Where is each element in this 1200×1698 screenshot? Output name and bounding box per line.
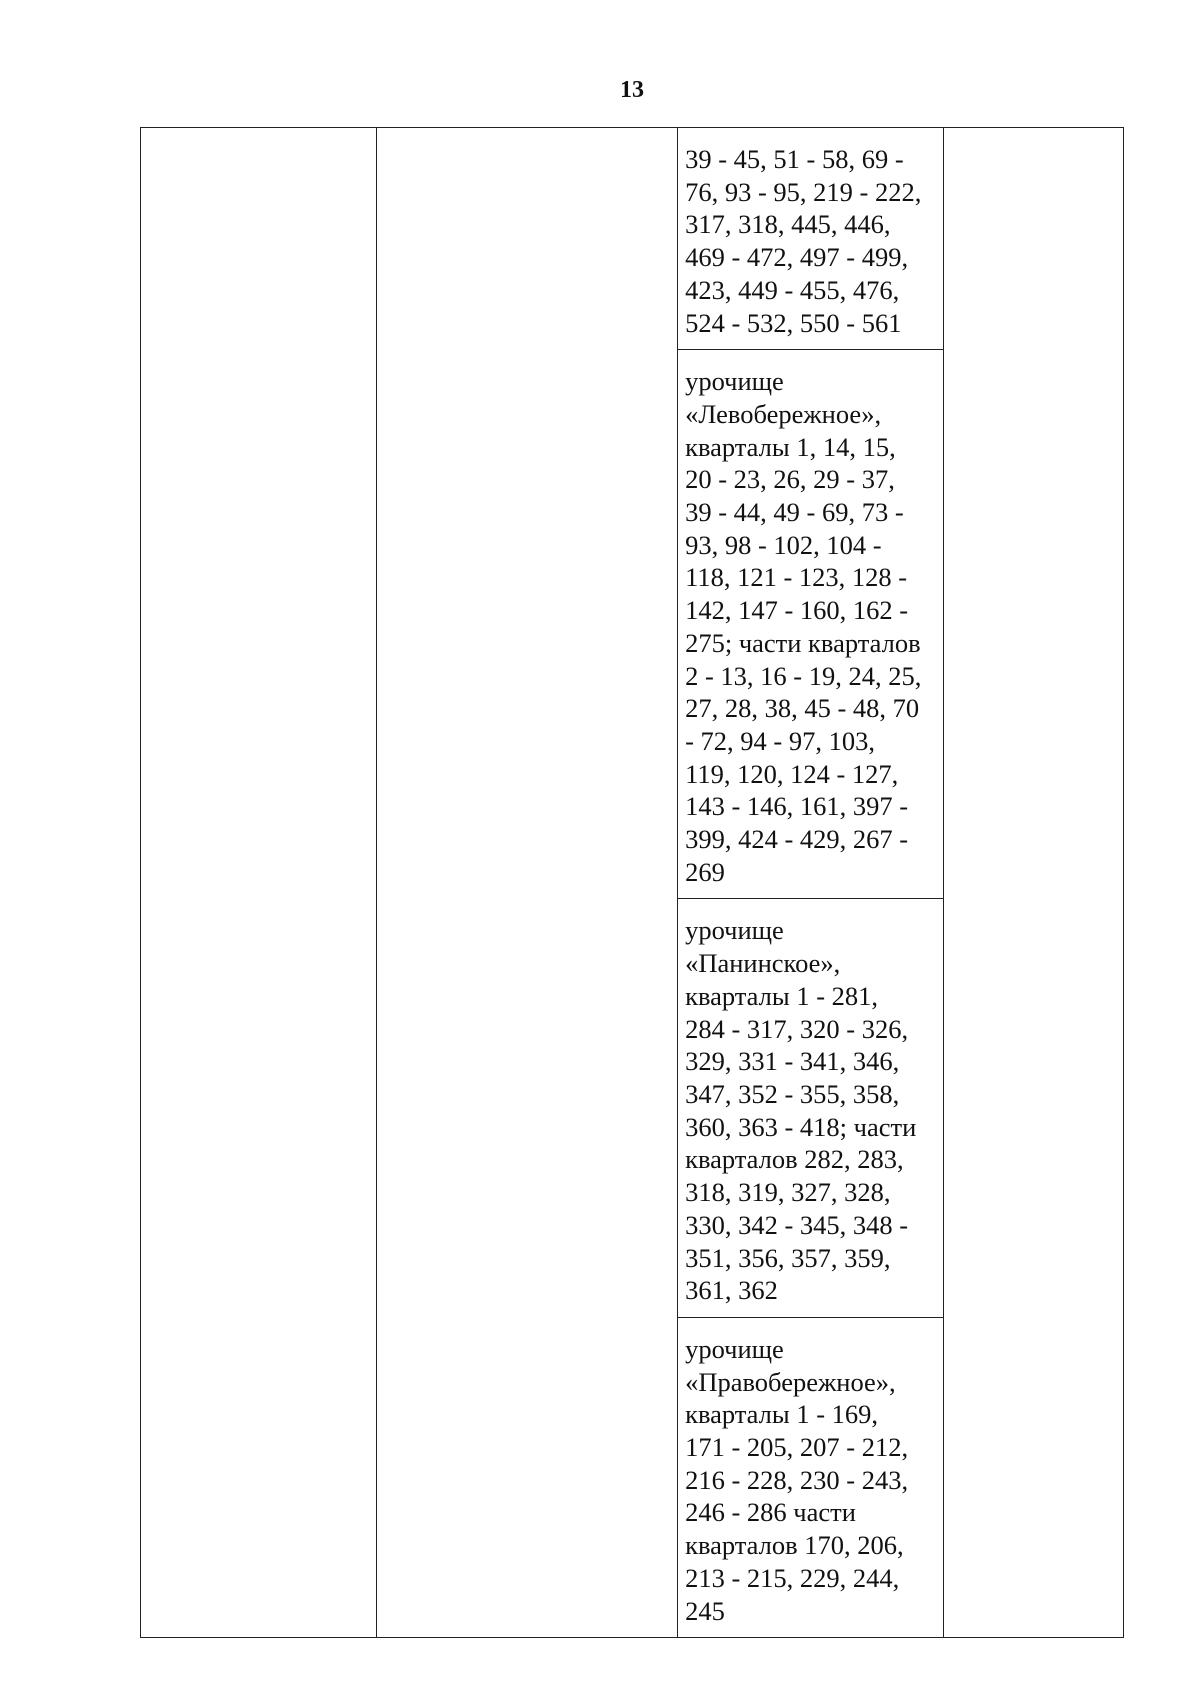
table-cell-col3 [678, 899, 944, 1317]
table-cell-col4 [943, 128, 1123, 1638]
cell-text-paninskoe: урочище «Панинское», кварталы 1 - 281, 284 - 317, 320 - 326, 329, 331 - 341, 346, 347, 352 - 355, 358, 360, 363 - 418; части кварталов 282, 283, 318, 319, 327, 328, 330, 342 - 345, 348 - 351, 356, 357, 359, 361, 362 [685, 915, 917, 1306]
table-cell-col3 [678, 1317, 944, 1637]
table-cell-col3 [678, 350, 944, 899]
table-row [141, 128, 1124, 350]
table-cell-col3 [678, 128, 944, 350]
cell-text-levoberezhnoe: урочище «Левобережное», кварталы 1, 14, 15, 20 - 23, 26, 29 - 37, 39 - 44, 49 - 69, 73 - 93, 98 - 102, 104 - 118, 121 - 123, 128 - 142, 147 - 160, 162 - 275; части кварталов 2 - 13, 16 - 19, 24, 25, 27, 28, 38, 45 - 48, 70 - 72, 94 - 97, 103, 119, 120, 124 - 127, 143 - 146, 161, 397 - 399, 424 - 429, 267 - 269 [685, 366, 922, 887]
page-number: 13 [620, 77, 644, 103]
cell-text-quarters: 39 - 45, 51 - 58, 69 - 76, 93 - 95, 219 - 222, 317, 318, 445, 446, 469 - 472, 497 - 499, 423, 449 - 455, 476, 524 - 532, 550 - 561 [685, 144, 922, 338]
table-cell-col2 [377, 128, 678, 1638]
document-table [140, 127, 1124, 1638]
cell-text-pravoberezhnoe: урочище «Правобережное», кварталы 1 - 169, 171 - 205, 207 - 212, 216 - 228, 230 - 243, 246 - 286 части кварталов 170, 206, 213 - 215, 229, 244, 245 [685, 1333, 909, 1626]
table-cell-col1 [141, 128, 377, 1638]
